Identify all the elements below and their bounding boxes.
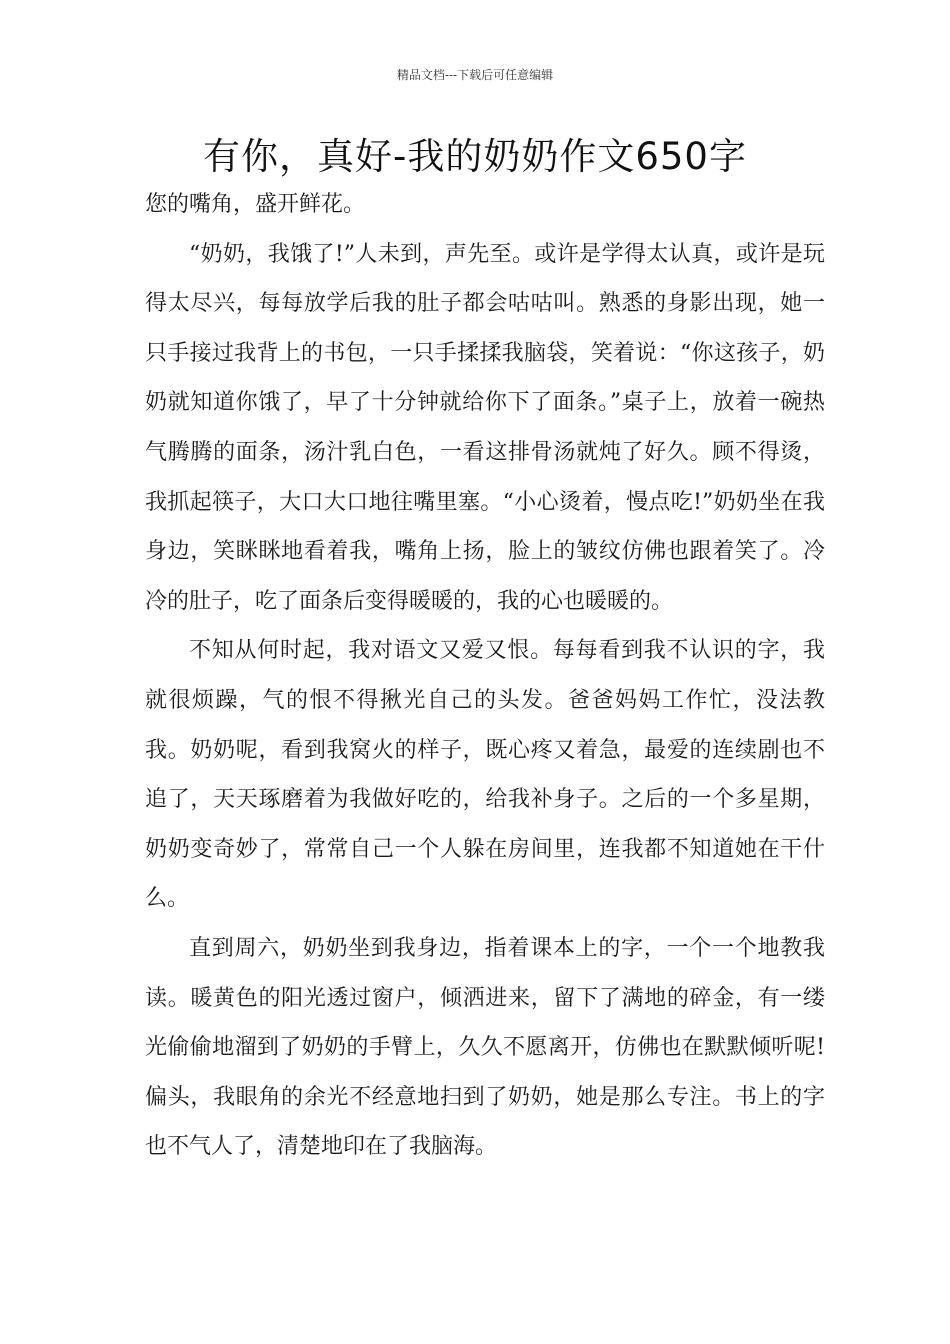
header-note: 精品文档---下载后可任意编辑 (396, 68, 554, 82)
paragraph: 您的嘴角，盛开鲜花。 (145, 192, 366, 217)
essay-body (145, 180, 825, 1172)
paragraph: 不知从何时起，我对语文又爱又恨。每每看到我不认识的字，我就很烦躁，气的恨不得揪光自己的头发。爸爸妈妈工作忙，没法教我。奶奶呢，看到我窝火的样子，既心疼又着急，最爱的连续剧也不追了，天天琢磨着为我做好吃的，给我补身子。之后的一个多星期，奶奶变奇妙了，常常自己一个人躲在房间里，连我都不知道她在干什么。 (145, 638, 825, 912)
paragraph: “奶奶，我饿了!”人未到，声先至。或许是学得太认真，或许是玩得太尽兴，每每放学后我的肚子都会咕咕叫。熟悉的身影出现，她一只手接过我背上的书包，一只手揉揉我脑袋，笑着说：“你这孩子，奶奶就知道你饿了，早了十分钟就给你下了面条。”桌子上，放着一碗热气腾腾的面条，汤汁乳白色，一看这排骨汤就炖了好久。顾不得烫，我抓起筷子，大口大口地往嘴里塞。“小心烫着，慢点吃!”奶奶坐在我身边，笑眯眯地看着我，嘴角上扬，脸上的皱纹仿佛也跟着笑了。冷冷的肚子，吃了面条后变得暖暖的，我的心也暖暖的。 (145, 241, 825, 614)
essay-title: 有你，真好-我的奶奶作文650字 (203, 135, 747, 178)
paragraph: 直到周六，奶奶坐到我身边，指着课本上的字，一个一个地教我读。暖黄色的阳光透过窗户，倾洒进来，留下了满地的碎金，有一缕光偷偷地溜到了奶奶的手臂上，久久不愿离开，仿佛也在默默倾听呢!偏头，我眼角的余光不经意地扫到了奶奶，她是那么专注。书上的字也不气人了，清楚地印在了我脑海。 (145, 935, 825, 1160)
